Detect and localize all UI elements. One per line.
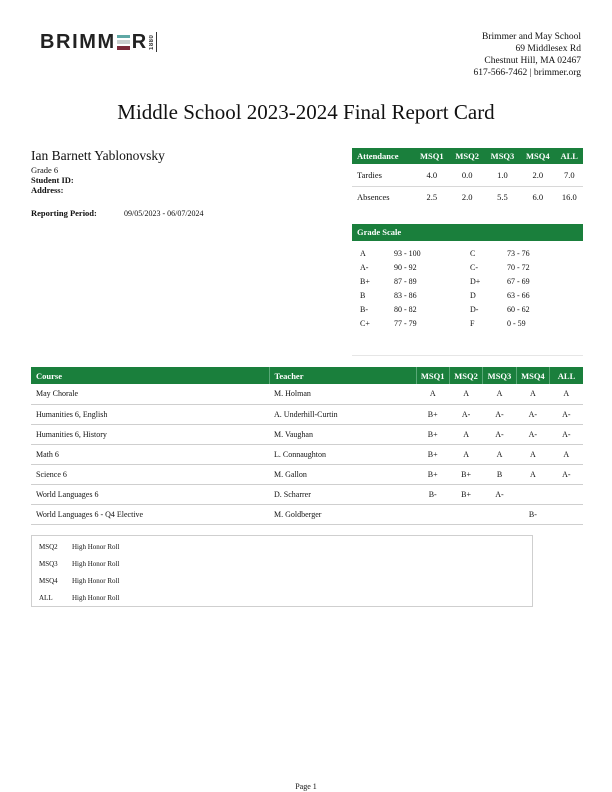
courses-header-msq2: MSQ2: [449, 367, 482, 384]
page-number: Page 1: [295, 782, 317, 791]
grade-cell: A: [483, 384, 516, 404]
courses-header-teacher: Teacher: [269, 367, 416, 384]
grade-scale-range: 63 - 66: [507, 291, 530, 300]
courses-header-msq1: MSQ1: [416, 367, 449, 384]
grade-scale-body: [352, 241, 583, 356]
course-name: Science 6: [31, 464, 269, 484]
logo-stripe-teal: [117, 35, 130, 39]
grade-cell: A-: [550, 464, 583, 484]
report-title: Middle School 2023-2024 Final Report Card: [117, 100, 495, 124]
grade-scale-range: 70 - 72: [507, 263, 530, 272]
grade-scale-grade: A-: [360, 263, 369, 272]
grade-cell: B+: [449, 464, 482, 484]
teacher-name: D. Scharrer: [269, 484, 416, 504]
grade-cell: A-: [483, 404, 516, 424]
reporting-period-label: Reporting Period:: [31, 208, 97, 218]
grade-scale-grade: C: [470, 249, 476, 258]
table-row: [31, 504, 583, 524]
attendance-row-tardies: [352, 164, 583, 186]
courses-table: [31, 367, 583, 525]
teacher-name: M. Goldberger: [269, 504, 416, 524]
student-id-label: Student ID:: [31, 175, 74, 185]
honor-row: [39, 594, 119, 602]
grade-cell: [516, 484, 549, 504]
grade-cell: A: [516, 384, 549, 404]
grade-cell: A-: [550, 404, 583, 424]
student-name: Ian Barnett Yablonovsky: [31, 148, 165, 163]
grade-cell: A: [550, 384, 583, 404]
grade-scale-grade: C-: [470, 263, 478, 272]
attendance-row-absences: [352, 186, 583, 208]
grade-scale-divider: [352, 355, 583, 356]
courses-header-msq4: MSQ4: [516, 367, 549, 384]
grade-scale-grade: D-: [470, 305, 479, 314]
attendance-cell: 2.0: [461, 192, 473, 203]
grade-cell: B+: [416, 424, 449, 444]
grade-scale-grade: F: [470, 319, 475, 328]
grade-cell: A-: [550, 424, 583, 444]
school-contact: 617-566-7462 | brimmer.org: [473, 68, 581, 78]
honor-award: High Honor Roll: [72, 577, 120, 585]
course-name: Humanities 6, History: [31, 424, 269, 444]
grade-scale-range: 0 - 59: [507, 319, 526, 328]
grade-scale-range: 90 - 92: [394, 263, 417, 272]
table-row: [31, 424, 583, 444]
grade-cell: A-: [516, 404, 549, 424]
grade-scale-range: 93 - 100: [394, 249, 421, 258]
attendance-header: Attendance: [357, 151, 399, 161]
grade-cell: B: [483, 464, 516, 484]
honor-row: [39, 577, 119, 585]
grade-cell: B+: [416, 464, 449, 484]
grade-cell: A-: [449, 404, 482, 424]
attendance-header-msq3: MSQ3: [490, 151, 515, 161]
teacher-name: M. Holman: [269, 384, 416, 404]
attendance-cell: 2.5: [426, 192, 438, 203]
grade-cell: [416, 504, 449, 524]
grade-scale-range: 60 - 62: [507, 305, 530, 314]
grade-scale-grade: A: [360, 249, 366, 258]
attendance-header-all: ALL: [560, 151, 578, 161]
attendance-row-label: Absences: [357, 192, 390, 203]
grade-cell: A: [449, 424, 482, 444]
grade-cell: B-: [416, 484, 449, 504]
teacher-name: A. Underhill-Curtin: [269, 404, 416, 424]
logo-year: 1880: [149, 32, 157, 52]
grade-scale-grade: B: [360, 291, 366, 300]
grade-cell: A: [449, 444, 482, 464]
grade-cell: A: [516, 464, 549, 484]
attendance-cell: 2.0: [520, 164, 555, 186]
logo-striped-e-icon: [117, 35, 130, 50]
attendance-cell: 4.0: [414, 164, 449, 186]
attendance-cell: 0.0: [449, 164, 484, 186]
course-name: May Chorale: [31, 384, 269, 404]
teacher-name: M. Gallon: [269, 464, 416, 484]
table-row: [31, 444, 583, 464]
grade-cell: A-: [516, 424, 549, 444]
courses-header-all: ALL: [550, 367, 583, 384]
table-row: [31, 464, 583, 484]
honor-row: [39, 560, 119, 568]
grade-scale-range: 73 - 76: [507, 249, 530, 258]
school-street: 69 Middlesex Rd: [515, 44, 581, 54]
honor-award: High Honor Roll: [72, 543, 120, 551]
grade-cell: B+: [449, 484, 482, 504]
reporting-period-value: 09/05/2023 - 06/07/2024: [124, 209, 204, 218]
school-address-block: [473, 31, 581, 79]
grade-cell: A-: [483, 424, 516, 444]
grade-scale-title: Grade Scale: [352, 224, 583, 241]
attendance-cell: 6.0: [532, 192, 544, 203]
honor-term: MSQ4: [39, 577, 58, 585]
address-label: Address:: [31, 185, 64, 195]
grade-scale-range: 67 - 69: [507, 277, 530, 286]
grade-scale-grade: D: [470, 291, 476, 300]
logo-stripe-maroon: [117, 46, 130, 50]
school-city: Chestnut Hill, MA 02467: [484, 56, 581, 66]
honors-box: [31, 535, 533, 607]
logo-stripe-grey: [117, 40, 130, 44]
grade-cell: A: [516, 444, 549, 464]
honor-row: [39, 543, 119, 551]
grade-scale-range: 77 - 79: [394, 319, 417, 328]
student-grade: Grade 6: [31, 165, 59, 175]
grade-cell: B+: [416, 444, 449, 464]
grade-cell: B+: [416, 404, 449, 424]
table-row: [31, 404, 583, 424]
table-row: [31, 484, 583, 504]
grade-scale-grade: B+: [360, 277, 370, 286]
honor-term: ALL: [39, 594, 53, 602]
logo-wordmark-suffix: R: [131, 31, 147, 53]
attendance-header-row: [352, 148, 583, 164]
grade-scale-grade: D+: [470, 277, 481, 286]
grade-scale-range: 83 - 86: [394, 291, 417, 300]
attendance-header-msq4: MSQ4: [526, 151, 550, 161]
attendance-cell: 16.0: [561, 192, 577, 203]
honor-award: High Honor Roll: [72, 560, 120, 568]
grade-cell: A: [416, 384, 449, 404]
grade-scale-panel: [352, 224, 583, 356]
grade-scale-range: 87 - 89: [394, 277, 417, 286]
attendance-cell: 7.0: [556, 164, 584, 186]
courses-header-msq3: MSQ3: [483, 367, 516, 384]
grade-cell: B-: [516, 504, 549, 524]
grade-cell: [449, 504, 482, 524]
honor-award: High Honor Roll: [72, 594, 120, 602]
school-name: Brimmer and May School: [482, 32, 581, 42]
grade-cell: [550, 504, 583, 524]
grade-cell: A: [483, 444, 516, 464]
course-name: Math 6: [31, 444, 269, 464]
grade-scale-range: 80 - 82: [394, 305, 417, 314]
table-row: [31, 384, 583, 404]
course-name: World Languages 6 - Q4 Elective: [31, 504, 269, 524]
honor-term: MSQ3: [39, 560, 58, 568]
attendance-header-msq2: MSQ2: [455, 151, 479, 161]
grade-cell: A: [550, 444, 583, 464]
grade-scale-grade: B-: [360, 305, 368, 314]
courses-header-row: [31, 367, 583, 384]
grade-cell: A: [449, 384, 482, 404]
attendance-row-label: Tardies: [352, 164, 414, 186]
grade-scale-grade: C+: [360, 319, 370, 328]
grade-cell: A-: [483, 484, 516, 504]
course-name: Humanities 6, English: [31, 404, 269, 424]
course-name: World Languages 6: [31, 484, 269, 504]
attendance-header-msq1: MSQ1: [419, 151, 444, 161]
attendance-cell: 5.5: [497, 192, 508, 203]
logo-wordmark: BRIMM: [40, 31, 116, 53]
grade-cell: [550, 484, 583, 504]
attendance-table: [352, 148, 583, 208]
grade-cell: [483, 504, 516, 524]
honor-term: MSQ2: [39, 543, 58, 551]
teacher-name: L. Connaughton: [269, 444, 416, 464]
attendance-cell: 1.0: [485, 164, 520, 186]
school-logo: [40, 31, 157, 53]
teacher-name: M. Vaughan: [269, 424, 416, 444]
courses-header-course: Course: [36, 370, 62, 381]
